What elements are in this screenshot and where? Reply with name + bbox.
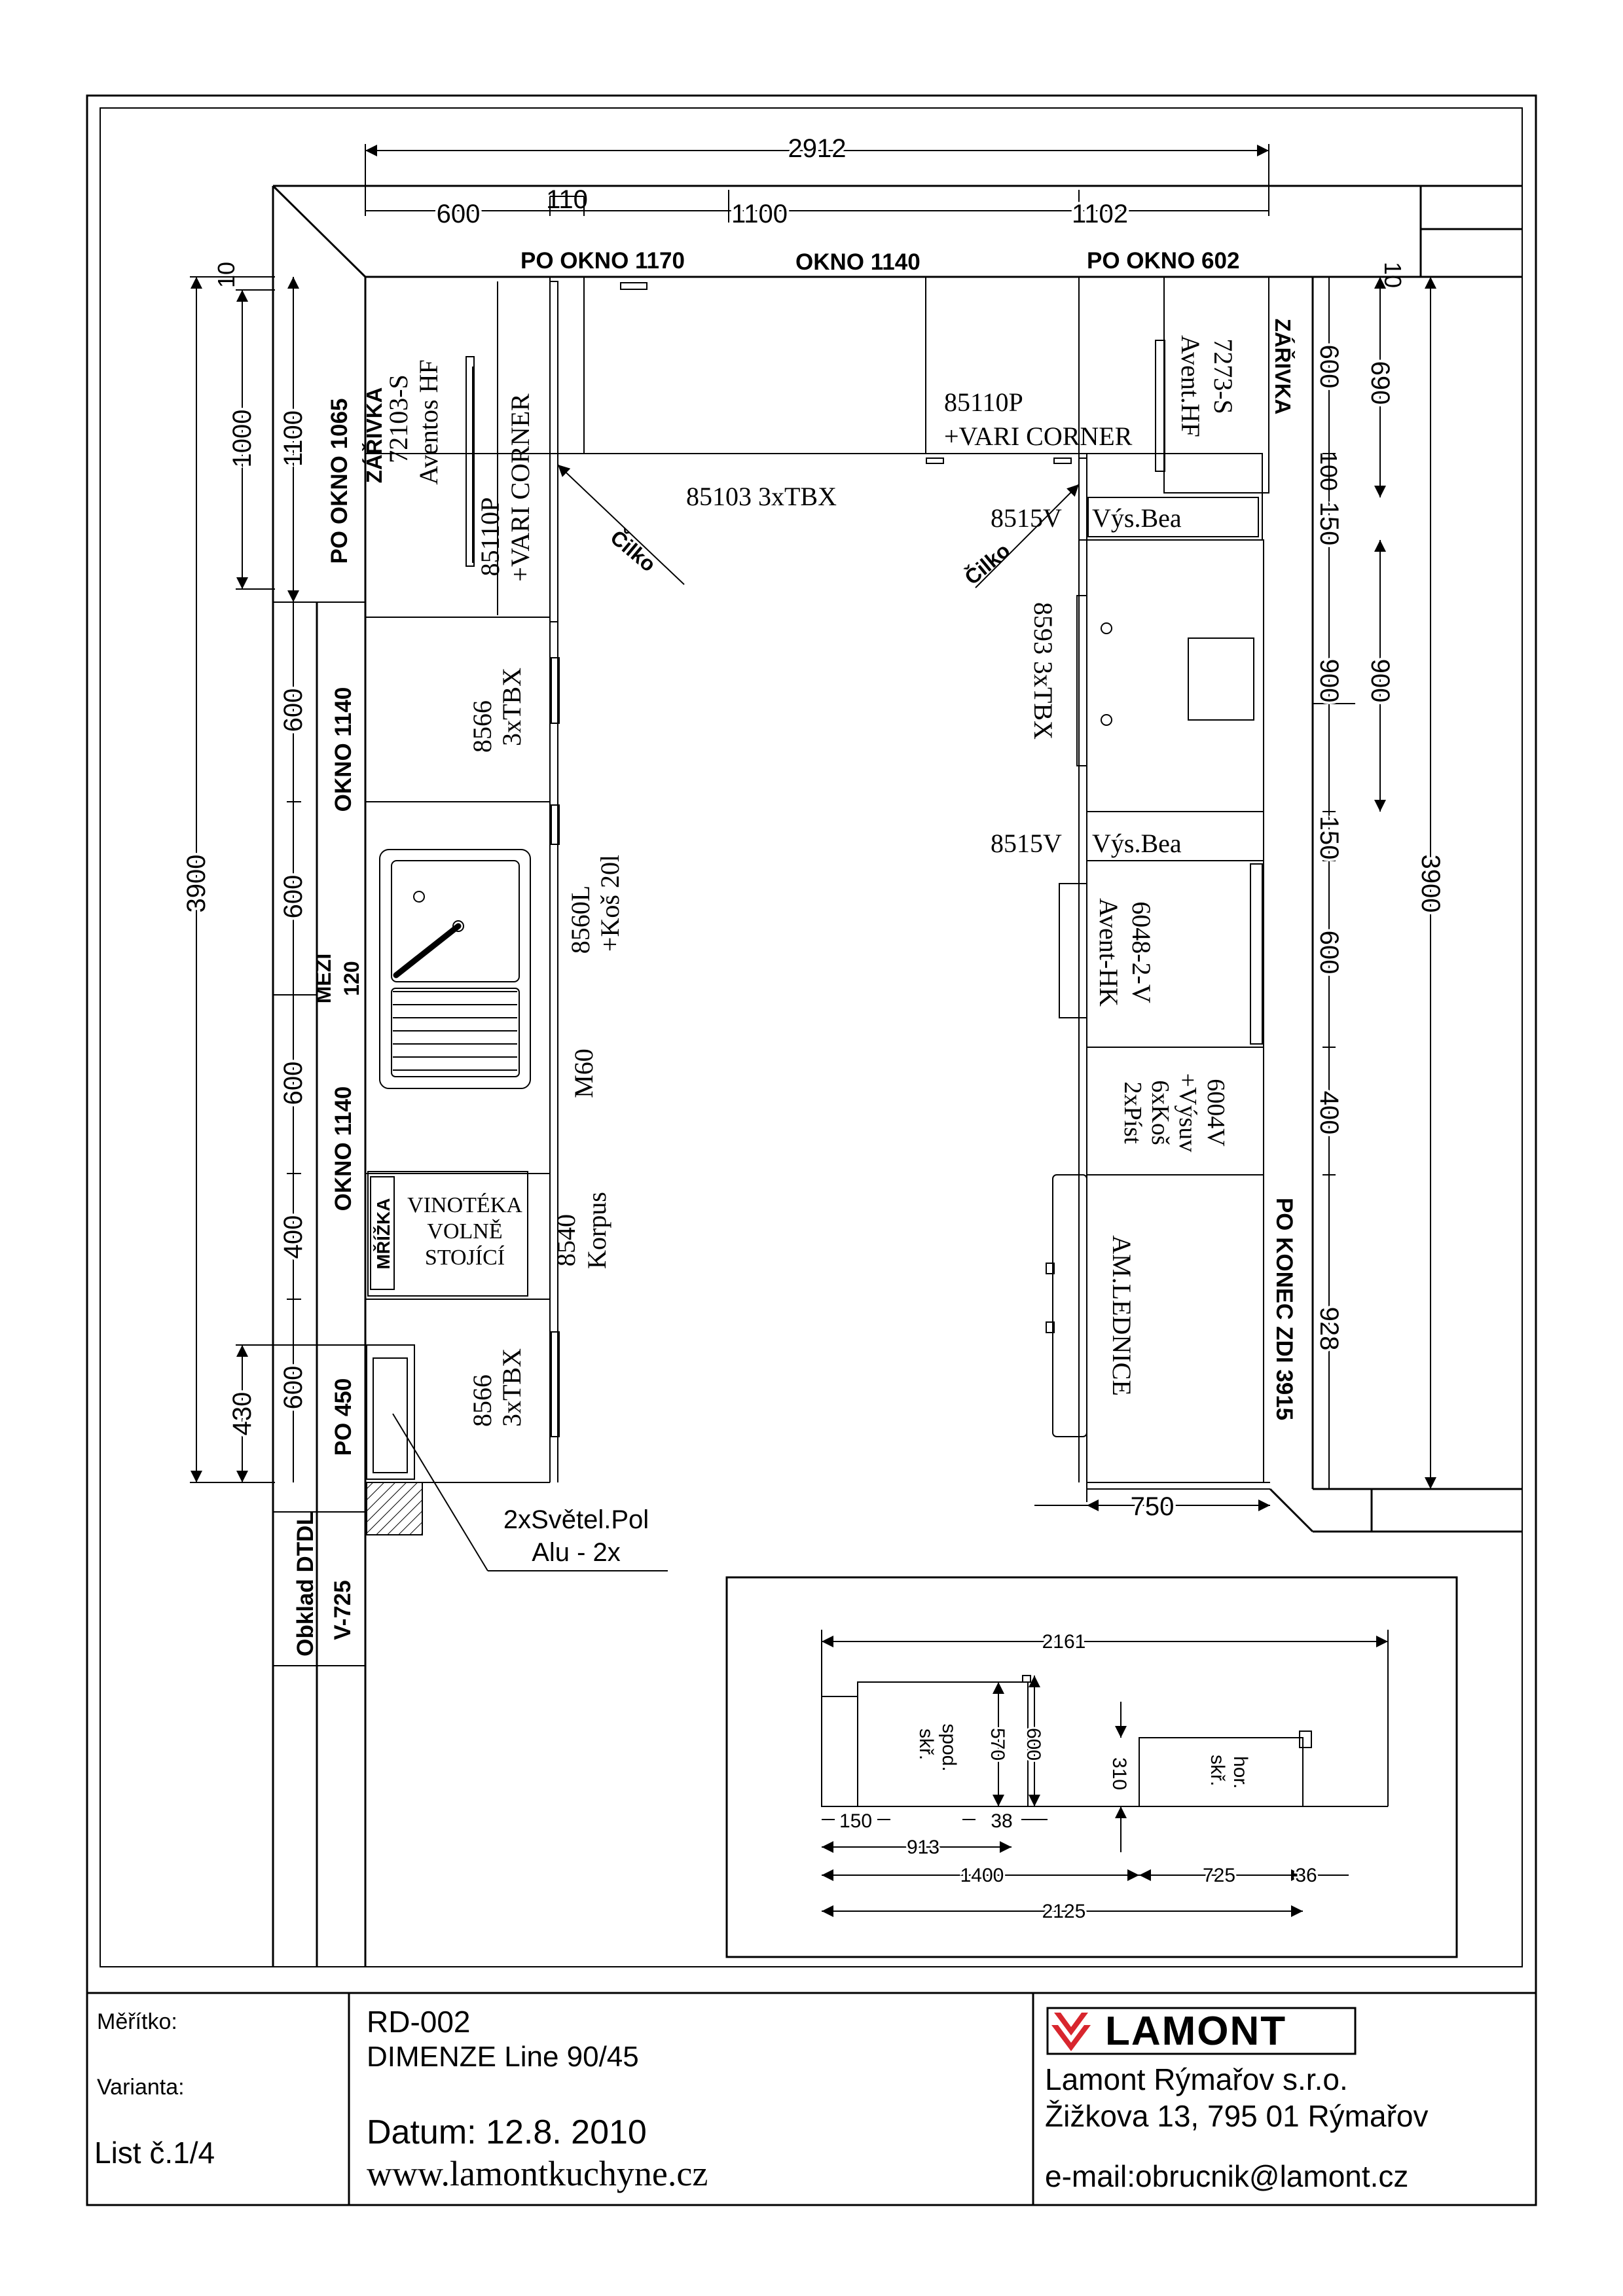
label-okno-1140-left1: OKNO 1140: [331, 687, 356, 812]
brand-name: LAMONT: [1105, 2009, 1287, 2054]
label-mrizka: MŘÍŽKA: [373, 1198, 393, 1270]
label-po-okno-1065: PO OKNO 1065: [327, 398, 352, 564]
project-code: RD-002: [367, 2005, 471, 2039]
dim-left-400: 400: [279, 1215, 308, 1259]
sec-570: 570: [987, 1727, 1008, 1761]
sec-310: 310: [1108, 1757, 1130, 1791]
cab-6004-1: 6004V: [1202, 1079, 1230, 1147]
dim-right-600b: 600: [1315, 930, 1343, 975]
cab-vinoteka-2: VOLNĚ: [427, 1219, 503, 1244]
section-detail: [727, 1577, 1457, 1957]
label-meritko: Měřítko:: [97, 2009, 177, 2034]
label-po-450: PO 450: [331, 1378, 356, 1456]
dim-right-150b: 150: [1315, 816, 1343, 860]
date-label: Datum: 12.8. 2010: [367, 2113, 647, 2151]
cab-8540-name: Korpus: [582, 1192, 611, 1269]
label-varianta: Varianta:: [97, 2075, 185, 2100]
sec-spod-1: spod.: [938, 1723, 960, 1772]
cab-vinoteka-3: STOJÍCÍ: [424, 1246, 505, 1270]
cab-72103-code: 72103-S: [384, 374, 413, 463]
cab-m60: M60: [569, 1049, 598, 1098]
cab-7273-name: Avent.HF: [1176, 335, 1205, 437]
sec-2125: 2125: [1042, 1901, 1086, 1922]
sec-hor-1: hor.: [1230, 1755, 1251, 1789]
cab-vinoteka-1: VINOTÉKA: [407, 1193, 522, 1217]
company-name: Lamont Rýmařov s.r.o.: [1045, 2062, 1348, 2096]
cab-8566-bot-code: 8566: [467, 1374, 497, 1427]
cab-8515-bot-code: 8515V: [991, 829, 1062, 858]
dim-top-110: 110: [546, 185, 588, 214]
sec-600: 600: [1023, 1727, 1044, 1761]
label-po-okno-602: PO OKNO 602: [1087, 248, 1240, 274]
dim-right-100: 100: [1315, 451, 1342, 492]
cab-8566-bot-name: 3xTBX: [497, 1348, 526, 1427]
web-link[interactable]: www.lamontkuchyne.cz: [367, 2154, 708, 2193]
dim-left-3900: 3900: [182, 854, 211, 913]
dim-top-1102: 1102: [1071, 200, 1129, 228]
label-okno-1140-top: OKNO 1140: [795, 249, 921, 275]
dim-top-600: 600: [436, 200, 481, 228]
label-mezi-120: 120: [340, 961, 363, 996]
cab-8560-code: 8560L: [566, 885, 595, 954]
cab-6004-3: 6xKoš: [1146, 1080, 1174, 1145]
dim-right-928: 928: [1315, 1306, 1343, 1351]
label-okno-1140-left2: OKNO 1140: [331, 1086, 356, 1211]
label-mezi: MEZI: [312, 953, 335, 1004]
cab-6004-2: +Výsuv: [1174, 1073, 1201, 1153]
dim-right-10: 10: [1379, 261, 1406, 289]
sec-725: 725: [1202, 1865, 1236, 1886]
dim-right-400: 400: [1315, 1090, 1343, 1135]
cab-8515-top-code: 8515V: [991, 503, 1062, 533]
cab-85110-top-b: +VARI CORNER: [944, 422, 1133, 451]
sec-spod-2: skř.: [915, 1728, 937, 1761]
cab-svetel-1: 2xSvětel.Pol: [503, 1505, 649, 1534]
dim-left-600d: 600: [279, 1365, 308, 1410]
cab-8515-bot-name: Výs.Bea: [1092, 829, 1182, 858]
dim-left-600c: 600: [279, 1061, 308, 1105]
dim-left-600a: 600: [279, 688, 308, 732]
cab-8566-top-name: 3xTBX: [497, 668, 526, 746]
cab-svetel-2: Alu - 2x: [532, 1538, 621, 1567]
dim-left-1100: 1100: [279, 410, 308, 467]
cab-8566-top-code: 8566: [467, 700, 497, 753]
dim-left-1000: 1000: [228, 409, 257, 468]
company-address: Žižkova 13, 795 01 Rýmařov: [1045, 2099, 1429, 2133]
cab-85110-left-b: +VARI CORNER: [505, 393, 535, 582]
sec-1400: 1400: [960, 1865, 1004, 1886]
sec-150: 150: [839, 1810, 873, 1832]
cab-6048-code: 6048-2-V: [1127, 901, 1156, 1003]
dim-left-10: 10: [213, 261, 240, 289]
label-po-okno-1170: PO OKNO 1170: [520, 248, 685, 274]
product-name: DIMENZE Line 90/45: [367, 2041, 639, 2073]
dim-right-3900: 3900: [1416, 854, 1445, 913]
dim-right-150a: 150: [1315, 501, 1343, 546]
cab-8540-code: 8540: [551, 1214, 581, 1266]
cab-8593: 8593 3xTBX: [1029, 602, 1058, 740]
sec-38: 38: [991, 1810, 1013, 1832]
cab-85110-left-a: 85110P: [475, 497, 505, 577]
right-run: [1046, 277, 1270, 1502]
cab-85110-top-a: 85110P: [944, 387, 1023, 417]
label-cilko-left: Čilko: [606, 525, 661, 577]
email-link[interactable]: e-mail:obrucnik@lamont.cz: [1045, 2159, 1409, 2193]
sec-2161: 2161: [1042, 1631, 1086, 1653]
dim-right-690: 690: [1366, 361, 1395, 405]
cab-72103-name: Aventos HF: [414, 359, 443, 485]
dim-right-900a: 900: [1315, 658, 1343, 703]
dim-top-1100: 1100: [731, 200, 788, 228]
label-po-konec: PO KONEC ZDI 3915: [1271, 1197, 1297, 1421]
cab-7273-code: 7273-S: [1209, 338, 1238, 414]
label-obklad: Obklad DTDL: [293, 1511, 318, 1657]
sec-36: 36: [1295, 1865, 1317, 1886]
sec-hor-2: skř.: [1207, 1754, 1228, 1787]
sec-913: 913: [906, 1837, 940, 1858]
label-zarivka-left: ZÁŘIVKA: [362, 387, 386, 484]
label-list: List č.1/4: [94, 2136, 215, 2170]
dim-right-900b: 900: [1366, 658, 1395, 703]
cab-lednice: AM.LEDNICE: [1107, 1235, 1137, 1396]
cab-8515-top-name: Výs.Bea: [1092, 503, 1182, 533]
dim-bottom-750: 750: [1130, 1492, 1175, 1521]
cab-6048-name: Avent-HK: [1094, 898, 1123, 1007]
cab-6004-4: 2xPíst: [1119, 1081, 1146, 1144]
dimension-lines: [190, 144, 1440, 1505]
cab-85103: 85103 3xTBX: [686, 482, 837, 511]
cab-8560-name: +Koš 20l: [595, 854, 625, 952]
dim-left-600b: 600: [279, 874, 308, 919]
dim-top-total: 2912: [788, 134, 847, 163]
label-obklad-v: V-725: [330, 1580, 356, 1640]
label-cilko-right: Čilko: [960, 538, 1015, 590]
dim-right-600: 600: [1315, 344, 1343, 389]
dim-left-430: 430: [228, 1391, 257, 1436]
label-zarivka-right: ZÁŘIVKA: [1271, 318, 1295, 415]
